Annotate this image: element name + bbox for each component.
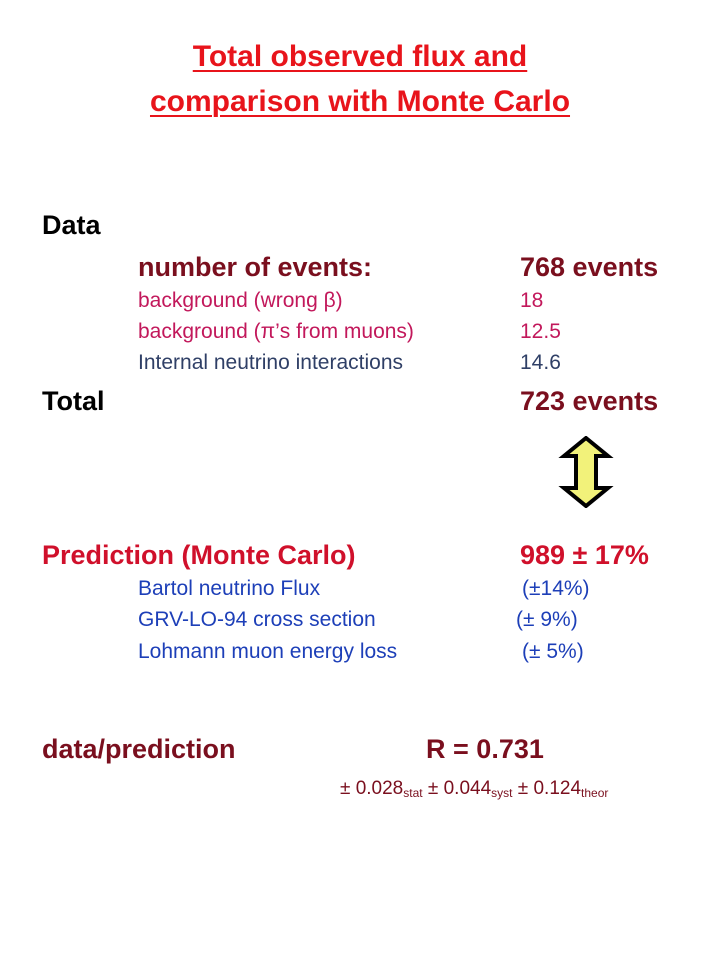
total-label: Total <box>42 386 105 416</box>
prediction-value: 989 ± 17% <box>520 540 649 570</box>
prediction-item-flux-value: (±14%) <box>522 577 590 600</box>
ratio-errors <box>340 778 608 800</box>
events-label: number of events: <box>138 252 373 282</box>
ratio-label: data/prediction <box>42 734 236 764</box>
data-heading: Data <box>42 210 101 240</box>
double-headed-vertical-arrow-icon <box>556 436 616 508</box>
ratio-r-number: 0.731 <box>476 734 544 764</box>
ratio-err-stat-sub: stat <box>403 786 423 800</box>
bg-wrong-beta-value: 18 <box>520 289 544 312</box>
bg-wrong-beta-label: background (wrong β) <box>138 289 343 312</box>
prediction-item-energy-loss-label: Lohmann muon energy loss <box>138 640 398 663</box>
ratio-err-stat: ± 0.028 <box>340 778 404 799</box>
internal-nu-label: Internal neutrino interactions <box>138 351 403 374</box>
events-value: 768 events <box>520 252 659 282</box>
prediction-item-cross-section-value: (± 9%) <box>516 608 578 631</box>
prediction-item-cross-section-label: GRV-LO-94 cross section <box>138 608 376 631</box>
bg-pions-value: 12.5 <box>520 320 561 343</box>
ratio-err-syst: ± 0.044 <box>427 778 492 799</box>
prediction-heading: Prediction (Monte Carlo) <box>42 540 356 570</box>
page-title-line-1: Total observed flux and <box>192 40 528 73</box>
prediction-item-energy-loss-value: (± 5%) <box>522 640 584 663</box>
page-title-line-2: comparison with Monte Carlo <box>149 85 571 118</box>
bg-pions-label: background (π’s from muons) <box>138 320 414 343</box>
ratio-r-label: R = <box>426 734 469 764</box>
ratio-err-theor: ± 0.124 <box>517 778 582 799</box>
internal-nu-value: 14.6 <box>520 351 561 374</box>
prediction-item-flux-label: Bartol neutrino Flux <box>138 577 321 600</box>
ratio-r-value <box>426 734 544 765</box>
total-value: 723 events <box>520 386 659 416</box>
ratio-err-syst-sub: syst <box>491 786 513 800</box>
ratio-err-theor-sub: theor <box>581 786 609 800</box>
